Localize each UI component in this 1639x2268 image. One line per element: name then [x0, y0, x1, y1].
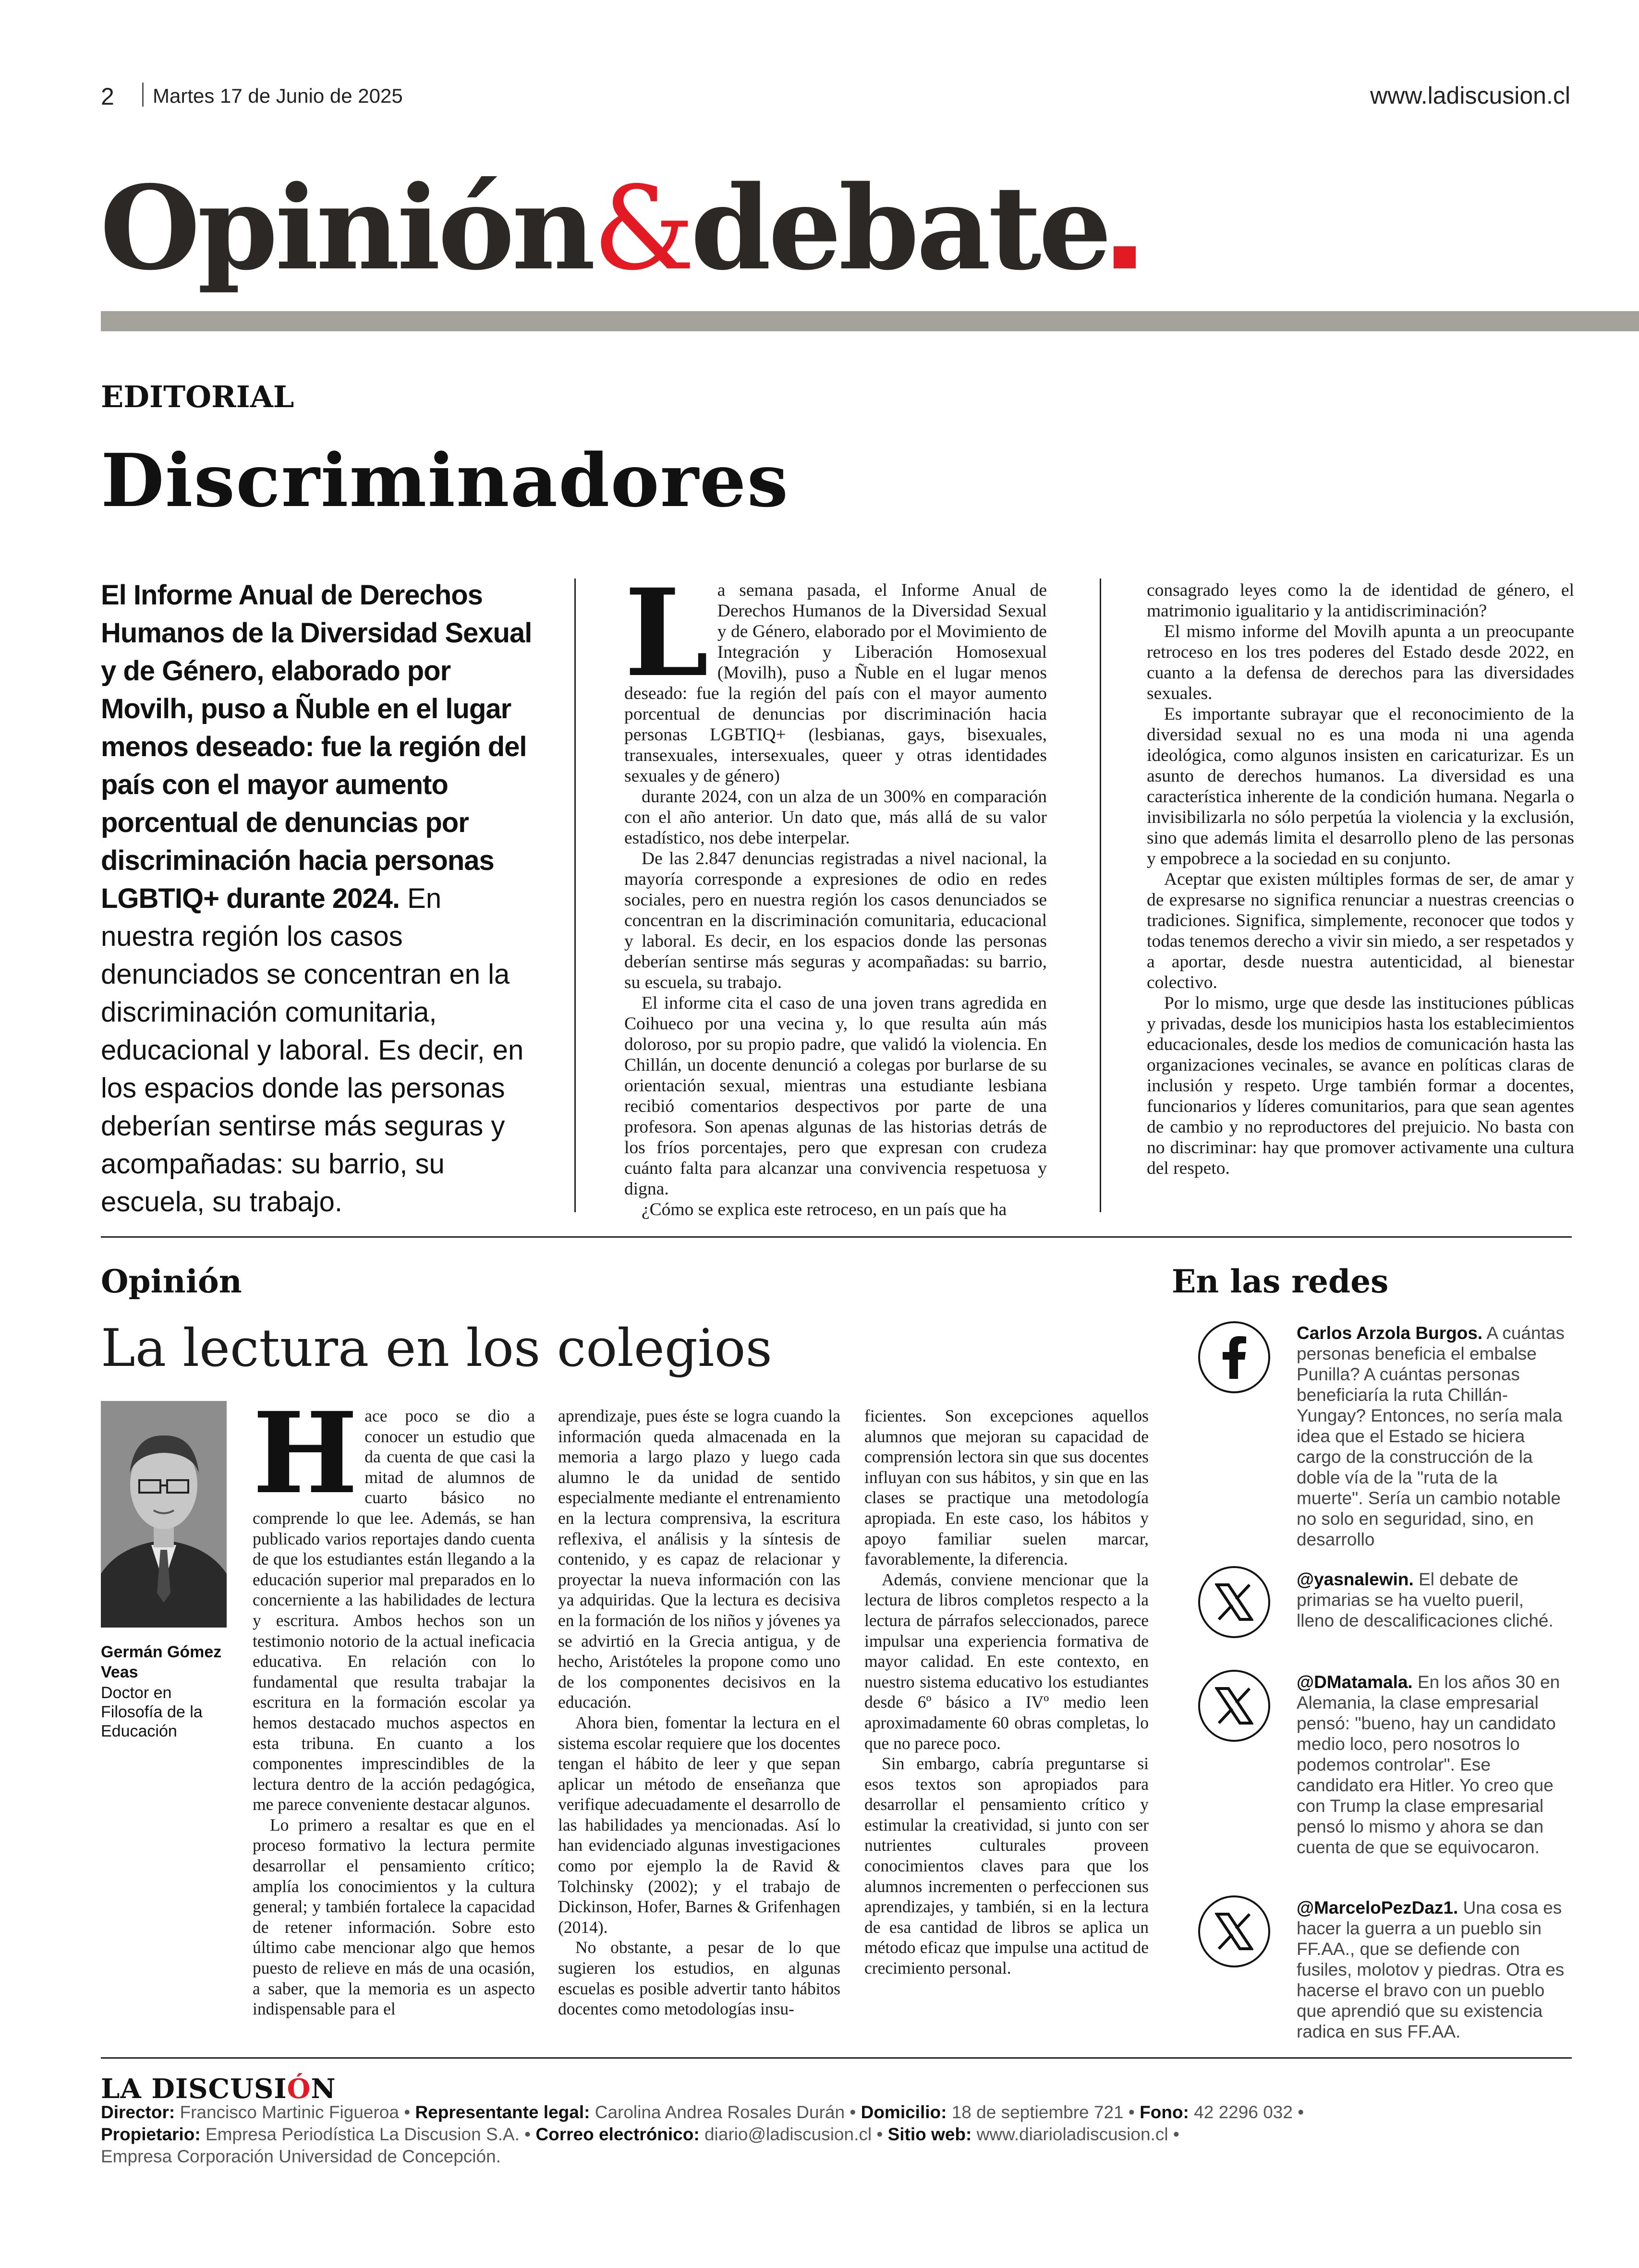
footer-credits-line-1 [101, 2102, 1304, 2123]
label: Fono: [1140, 2102, 1189, 2122]
paragraph: consagrado leyes como la de identidad de género, el matrimonio igualitario y la antidiscriminación? [1147, 580, 1574, 621]
logo-accent: Ó [287, 2073, 311, 2105]
editorial-dropcap: L [624, 562, 709, 703]
editorial-column-2 [1147, 580, 1574, 1179]
opinion-column-1 [253, 1387, 535, 2019]
editorial-headline: Discriminadores [101, 437, 789, 523]
label: Representante legal: [415, 2102, 590, 2122]
masthead-red-dot [1114, 246, 1136, 268]
paragraph: Sin embargo, cabría preguntarse si esos textos son apropiados para desarrollar el pensamiento crítico y estimular la creatividad, si junto con ser nutrientes culturales proveen conocimientos claves para que los alumnos incrementen o perfeccionen sus aprendizajes, y también, si en la lectura de esa cantidad de libros se aplica un método eficaz que impulse una actitud de crecimiento personal. [864, 1754, 1149, 1978]
author-portrait-illustration [101, 1401, 227, 1628]
masthead-rule [101, 311, 1639, 331]
masthead-opinion: Opinión [100, 160, 593, 296]
editorial-lead [101, 576, 533, 1221]
paragraph: Lo primero a resaltar es que en el proceso formativo la lectura permite desarrollar el pensamiento crítico; amplía los conocimientos y la cultura general; y también fortalece la capacidad de retener información. Sobre esto último cabe mencionar algo que hemos puesto de relieve en más de una ocasión, a saber, que la memoria es un aspecto indispensable para el [253, 1815, 535, 2019]
social-post-text: En los años 30 en Alemania, la clase empresarial pensó: "bueno, hay un candidato medio loco, pero nosotros lo podemos controlar". Ese candidato era Hitler. Yo creo que con Trump la clase empresarial pensó lo mismo y ahora se dan cuenta de que se equivocaron. [1297, 1672, 1560, 1857]
editorial-kicker: EDITORIAL [101, 379, 294, 414]
social-handle: @DMatamala. [1297, 1672, 1413, 1692]
social-post [1297, 1897, 1566, 2042]
page-number: 2 [101, 83, 114, 110]
social-post-text: Una cosa es hacer la guerra a un pueblo sin FF.AA., que se defiende con fusiles, molotov y piedras. Otra es hacerse el bravo con un pueblo que aprendió que su existencia radica en sus FF.AA. [1297, 1898, 1565, 2041]
opinion-dropcap: H [253, 1387, 358, 1519]
author-title: Doctor en Filosofía de la Educación [101, 1684, 203, 1740]
editorial-column-1 [624, 562, 1047, 1220]
social-section-title: En las redes [1172, 1263, 1389, 1300]
value: 18 de septiembre 721 • [947, 2102, 1140, 2122]
value: 42 2296 032 • [1189, 2102, 1304, 2122]
paragraph: No obstante, a pesar de lo que sugieren los estudios, en algunas escuelas es posible advertir tanto hábitos docentes como metodologías insu- [558, 1938, 840, 2019]
email-link[interactable]: diario@ladiscusion.cl • [699, 2124, 888, 2144]
masthead-ampersand: & [593, 161, 691, 296]
paragraph: a semana pasada, el Informe Anual de Derechos Humanos de la Diversidad Sexual y de Género, elaborado por el Movimiento de Integración y Liberación Homosexual (Movilh), puso a Ñuble en el lugar menos deseado: fue la región del país con el mayor aumento porcentual de denuncias por discriminación hacia personas LGBTIQ+ (lesbianas, gays, bisexuales, transexuales, intersexuales, queer y otras identidades sexuales y de género) [624, 580, 1047, 786]
social-handle: Carlos Arzola Burgos. [1297, 1323, 1483, 1343]
column-rule [574, 579, 576, 1212]
x-icon [1198, 1670, 1270, 1742]
x-icon [1198, 1895, 1270, 1967]
value: Francisco Martinic Figueroa • [175, 2102, 415, 2122]
logo-text: LA DISCUSI [101, 2073, 287, 2105]
social-post-text: A cuántas personas beneficia el embalse Punilla? A cuántas personas beneficiaría la ruta Chillán-Yungay? Entonces, no sería mala idea que el Estado se hiciera cargo de la construcción de la doble vía de la "ruta de la muerte". Sería un cambio notable no solo en seguridad, sino, en desarrollo [1297, 1323, 1565, 1549]
opinion-kicker: Opinión [101, 1263, 242, 1300]
value: Carolina Andrea Rosales Durán • [590, 2102, 861, 2122]
x-icon [1198, 1566, 1270, 1638]
website-link[interactable]: www.diarioladiscusion.cl • [971, 2124, 1179, 2144]
label: Director: [101, 2102, 175, 2122]
section-masthead [100, 160, 1136, 296]
label: Propietario: [101, 2124, 201, 2144]
paragraph: Es importante subrayar que el reconocimiento de la diversidad sexual no es una moda ni una agenda ideológica, como algunos insisten en caricaturizar. Es un asunto de derechos humanos. La diversidad es una característica inherente de la condición humana. Negarla o invisibilizarla no sólo perpetúa la violencia y la exclusión, sino que además limita el desarrollo pleno de las personas y empobrece a la sociedad en su conjunto. [1147, 704, 1574, 869]
social-post [1297, 1672, 1566, 1858]
social-handle: @MarceloPezDaz1. [1297, 1898, 1458, 1918]
paragraph: Por lo mismo, urge que desde las instituciones públicas y privadas, desde los municipios hasta los establecimientos educacionales, desde los medios de comunicación hasta las organizaciones vecinales, se avance en políticas claras de inclusión y respeto. Urge también formar a docentes, funcionarios y líderes comunitarios, para que sean agentes de cambio y no reproductores del prejuicio. No basta con no discriminar: hay que promover activamente una cultura del respeto. [1147, 993, 1574, 1178]
facebook-icon [1198, 1321, 1270, 1393]
masthead-debate: debate [690, 160, 1109, 296]
footer-divider [101, 2057, 1572, 2059]
author-photo [101, 1401, 227, 1628]
footer-credits-line-2 [101, 2124, 1179, 2145]
paragraph: durante 2024, con un alza de un 300% en comparación con el año anterior. Un dato que, más allá de su valor estadístico, nos debe interpelar. [624, 787, 1047, 848]
paragraph: El mismo informe del Movilh apunta a un preocupante retroceso en los tres poderes del Estado desde 2022, en cuanto a la defensa de derechos para las diversidades sexuales. [1147, 622, 1574, 703]
editorial-lead-regular: En nuestra región los casos denunciados se concentran en la discriminación comunitaria, educacional y laboral. Es decir, en los espacios donde las personas deberían sentirse más seguras y acompañadas: su barrio, su escuela, su trabajo. [101, 883, 524, 1218]
label: Domicilio: [861, 2102, 947, 2122]
opinion-headline: La lectura en los colegios [101, 1318, 772, 1378]
section-divider [101, 1236, 1572, 1238]
paragraph: ace poco se dio a conocer un estudio que da cuenta de que casi la mitad de alumnos de cuarto básico no comprende lo que lee. Además, se han publicado varios reportajes dando cuenta de que los estudiantes están llegando a la educación superior mal preparados en lo concerniente a las habilidades de lectura y escritura. Ambos hechos son un testimonio notorio de la actual ineficacia educativa. En relación con lo fundamental que resulta trabajar la escritura en la formación escolar ya hemos destacado muchos aspectos en esta tribuna. En cuanto a los componentes imprescindibles de la lectura dentro de la acción pedagógica, me parece conveniente destacar algunos. [253, 1406, 535, 1814]
column-rule [1100, 579, 1101, 1212]
paragraph: Aceptar que existen múltiples formas de ser, de amar y de expresarse no significa renunciar a nuestras creencias o tradiciones. Significa, simplemente, reconocer que todos y todas tenemos derecho a vivir sin miedo, a ser respetados y a aportar, desde nuestra autenticidad, al bienestar colectivo. [1147, 869, 1574, 992]
paragraph: Además, conviene mencionar que la lectura de libros completos respecto a la lectura de párrafos seleccionados, parece impulsar una experiencia formativa de mayor calidad. En este contexto, en nuestro sistema educativo los estudiantes desde 6º básico a IVº medio leen aproximadamente 60 obras completas, lo que no parece poco. [864, 1569, 1149, 1753]
author-name: Germán Gómez Veas [101, 1643, 222, 1681]
website-link[interactable]: www.ladiscusion.cl [1370, 82, 1570, 109]
editorial-lead-bold: El Informe Anual de Derechos Humanos de la Diversidad Sexual y de Género, elaborado por Movilh, puso a Ñuble en el lugar menos deseado: fue la región del país con el mayor aumento porcentual de denuncias por discriminación hacia personas LGBTIQ+ durante 2024. [101, 579, 532, 914]
paragraph: De las 2.847 denuncias registradas a nivel nacional, la mayoría corresponde a expresiones de odio en redes sociales, pero en nuestra región los casos denunciados se concentran en la discriminación comunitaria, educacional y laboral. Es decir, en los espacios donde las personas deberían sentirse más seguras y acompañadas: su barrio, su escuela, su trabajo. [624, 849, 1047, 992]
social-handle: @yasnalewin. [1297, 1569, 1414, 1589]
paragraph: ¿Cómo se explica este retroceso, en un país que ha [642, 1200, 1007, 1219]
newspaper-logo [101, 2073, 336, 2105]
social-post [1297, 1569, 1566, 1631]
paragraph: Ahora bien, fomentar la lectura en el sistema escolar requiere que los docentes tengan el hábito de leer y que sepan aplicar un método de enseñanza que verifique adecuadamente el desarrollo de las habilidades ya mencionadas. Así lo han evidenciado algunas investigaciones como por ejemplo la de Ravid & Tolchinsky (2002); y el trabajo de Dickinson, Hofer, Barnes & Grifenhagen (2014). [558, 1713, 840, 1937]
social-post [1297, 1323, 1566, 1550]
header-divider [142, 83, 144, 107]
social-post-text: El debate de primarias se ha vuelto pueril, lleno de descalificaciones cliché. [1297, 1569, 1554, 1630]
footer-credits-line-3: Empresa Corporación Universidad de Concepción. [101, 2147, 501, 2166]
issue-date: Martes 17 de Junio de 2025 [153, 84, 403, 107]
opinion-column-3 [864, 1406, 1149, 1978]
value: Empresa Periodística La Discusion S.A. • [200, 2124, 536, 2144]
label: Sitio web: [887, 2124, 972, 2144]
label: Correo electrónico: [535, 2124, 700, 2144]
opinion-column-2 [558, 1406, 840, 2019]
paragraph: El informe cita el caso de una joven trans agredida en Coihueco por una vecina y, lo que resulta aún más doloroso, por su propio padre, que validó la violencia. En Chillán, un docente denunció a colegas por burlarse de su orientación sexual, mientras una estudiante lesbiana recibió comentarios despectivos por parte de una profesora. Son apenas algunas de las historias detrás de los fríos porcentajes, pero que expresan con crudeza cuánto falta para alcanzar una convivencia respetuosa y digna. [624, 993, 1047, 1199]
paragraph: ficientes. Son excepciones aquellos alumnos que mejoran su capacidad de comprensión lectora sin que sus docentes influyan con sus hábitos, y sin que en las clases se practique una metodología apropiada. En este caso, los hábitos y apoyo familiar suelen marcar, favorablemente, la diferencia. [864, 1406, 1149, 1569]
paragraph: aprendizaje, pues éste se logra cuando la información queda almacenada en la memoria a largo plazo y luego cada alumno le da unidad de sentido especialmente mediante el entrenamiento en la lectura comprensiva, la escritura reflexiva, el análisis y la síntesis de contenido, y es capaz de relacionar y proyectar la nueva información con las ya adquiridas. Que la lectura es decisiva en la formación de los niños y jóvenes ya se advirtió en la Grecia antigua, y de hecho, Aristóteles la propone como uno de los componentes decisivos en la educación. [558, 1406, 840, 1712]
logo-text-end: N [311, 2073, 336, 2105]
